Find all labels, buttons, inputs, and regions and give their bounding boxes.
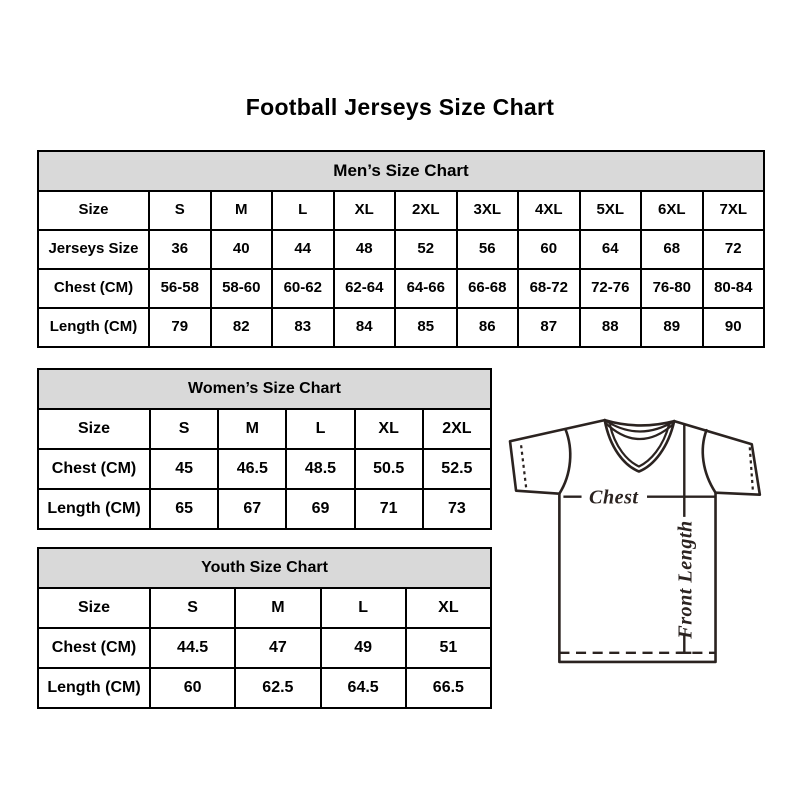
table-cell: 86 [457,308,519,347]
table-cell: 58-60 [211,269,273,308]
table-cell: 76-80 [641,269,703,308]
table-cell: 5XL [580,191,642,230]
table-cell: 85 [395,308,457,347]
table-cell: 56-58 [149,269,211,308]
youth-size-table-grid [37,547,492,709]
table-cell: 62-64 [334,269,396,308]
table-cell: 82 [211,308,273,347]
table-row [38,269,764,308]
table-row [38,409,491,449]
sleeve-cuff-dash-left [521,445,526,487]
table-cell: 87 [518,308,580,347]
table-cell: 80-84 [703,269,765,308]
table-cell: 48.5 [286,449,354,489]
row-label: Length (CM) [38,489,150,529]
table-row [38,489,491,529]
table-cell: XL [334,191,396,230]
table-cell: 84 [334,308,396,347]
table-title: Youth Size Chart [38,548,491,588]
table-cell: 72 [703,230,765,269]
table-cell: 90 [703,308,765,347]
table-row [38,191,764,230]
table-cell: 46.5 [218,449,286,489]
row-label: Length (CM) [38,308,149,347]
table-cell: 68 [641,230,703,269]
jersey-measurement-diagram [508,404,780,676]
table-row [38,230,764,269]
table-cell: XL [406,588,491,628]
table-cell: 64.5 [321,668,406,708]
table-cell: M [235,588,320,628]
row-label: Chest (CM) [38,449,150,489]
table-cell: L [272,191,334,230]
table-cell: 52 [395,230,457,269]
table-cell: S [149,191,211,230]
table-cell: 50.5 [355,449,423,489]
jersey-outline [510,420,760,662]
table-cell: 52.5 [423,449,491,489]
row-label: Size [38,409,150,449]
table-cell: 48 [334,230,396,269]
table-cell: 66-68 [457,269,519,308]
table-row [38,628,491,668]
table-cell: 2XL [395,191,457,230]
row-label: Chest (CM) [38,628,150,668]
table-cell: 64-66 [395,269,457,308]
table-cell: 83 [272,308,334,347]
table-cell: 68-72 [518,269,580,308]
table-cell: 47 [235,628,320,668]
page-title: Football Jerseys Size Chart [245,94,555,120]
table-cell: 65 [150,489,218,529]
table-cell: S [150,409,218,449]
table-cell: XL [355,409,423,449]
jersey-armhole-seam-right [703,430,716,492]
table-cell: 3XL [457,191,519,230]
jersey-collar-top-edge [605,420,675,425]
table-cell: 45 [150,449,218,489]
womens-size-table [37,368,492,530]
table-cell: 44.5 [150,628,235,668]
table-cell: L [286,409,354,449]
womens-size-table-grid [37,368,492,530]
table-cell: 60-62 [272,269,334,308]
table-cell: M [211,191,273,230]
table-cell: 69 [286,489,354,529]
table-row [38,668,491,708]
mens-size-table-grid [37,150,765,348]
table-row [38,449,491,489]
row-label: Chest (CM) [38,269,149,308]
row-label: Size [38,191,149,230]
table-title: Women’s Size Chart [38,369,491,409]
table-cell: 56 [457,230,519,269]
table-cell: M [218,409,286,449]
jersey-armhole-seam-left [559,429,570,493]
table-cell: 60 [150,668,235,708]
table-cell: 2XL [423,409,491,449]
row-label: Size [38,588,150,628]
table-cell: 72-76 [580,269,642,308]
table-cell: 88 [580,308,642,347]
table-cell: 79 [149,308,211,347]
youth-size-table [37,547,492,709]
table-cell: 6XL [641,191,703,230]
table-row [38,588,491,628]
table-title: Men’s Size Chart [38,151,764,191]
table-cell: 60 [518,230,580,269]
jersey-vneck-outer [605,420,675,471]
table-cell: 64 [580,230,642,269]
mens-size-table [37,150,765,348]
table-cell: 49 [321,628,406,668]
table-cell: 73 [423,489,491,529]
table-cell: 51 [406,628,491,668]
table-cell: S [150,588,235,628]
table-cell: 7XL [703,191,765,230]
table-cell: 71 [355,489,423,529]
table-cell: 40 [211,230,273,269]
table-cell: 67 [218,489,286,529]
chest-label: Chest [589,486,639,509]
table-row [38,308,764,347]
table-cell: L [321,588,406,628]
row-label: Length (CM) [38,668,150,708]
table-cell: 62.5 [235,668,320,708]
row-label: Jerseys Size [38,230,149,269]
table-cell: 66.5 [406,668,491,708]
table-cell: 36 [149,230,211,269]
table-cell: 4XL [518,191,580,230]
table-cell: 89 [641,308,703,347]
front-length-label: Front Length [674,520,697,639]
table-cell: 44 [272,230,334,269]
